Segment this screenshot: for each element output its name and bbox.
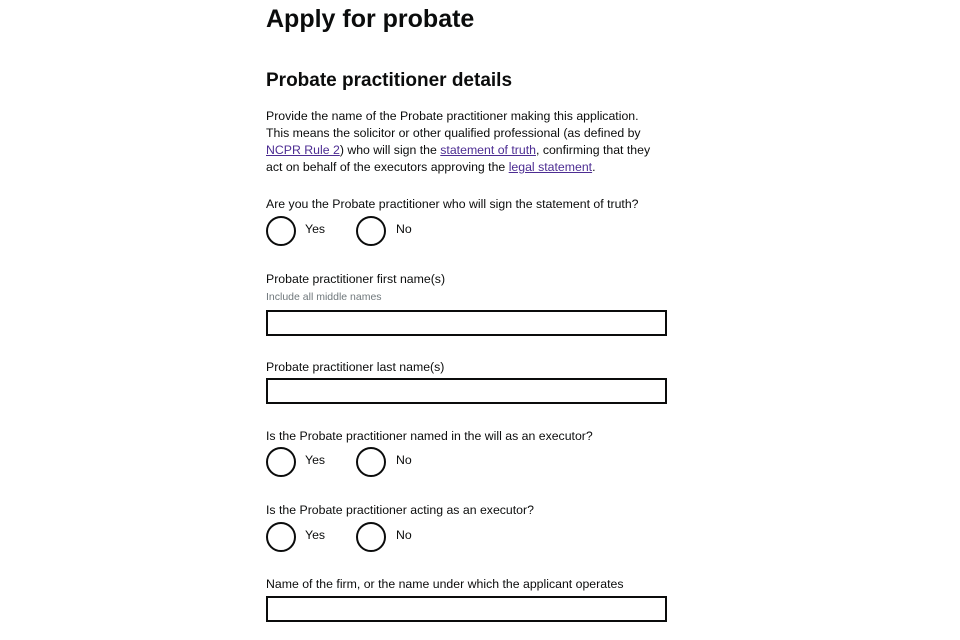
first-names-label: Probate practitioner first name(s) (266, 272, 446, 286)
acting-as-executor-yes-label[interactable]: Yes (305, 528, 326, 542)
section-title: Probate practitioner details (266, 70, 513, 91)
first-names-hint: Include all middle names (266, 291, 382, 303)
legal-statement-link[interactable]: legal statement (508, 160, 593, 174)
ncpr-rule-2-link[interactable]: NCPR Rule 2 (266, 143, 340, 157)
intro-line-1: Provide the name of the Probate practitioner making this application. (266, 109, 639, 123)
firm-name-label: Name of the firm, or the name under which the applicant operates (266, 577, 624, 591)
acting-as-executor-question: Is the Probate practitioner acting as an executor? (266, 503, 534, 517)
named-in-will-yes-radio[interactable] (266, 447, 296, 477)
last-names-label: Probate practitioner last name(s) (266, 360, 445, 374)
intro-text-b: , confirming that they (535, 143, 651, 157)
acting-as-executor-no-label[interactable]: No (396, 528, 412, 542)
is-practitioner-yes-radio[interactable] (266, 216, 296, 246)
named-in-will-no-label[interactable]: No (396, 453, 412, 467)
last-names-input[interactable] (266, 378, 667, 404)
statement-of-truth-link[interactable]: statement of truth (440, 143, 536, 157)
first-names-input[interactable] (266, 310, 667, 336)
acting-as-executor-yes-radio[interactable] (266, 522, 296, 552)
is-practitioner-no-radio[interactable] (356, 216, 386, 246)
intro-text-end: . (592, 160, 596, 174)
is-practitioner-question: Are you the Probate practitioner who will sign the statement of truth? (266, 197, 639, 211)
acting-as-executor-no-radio[interactable] (356, 522, 386, 552)
intro-text-c: act on behalf of the executors approving the (266, 160, 509, 174)
is-practitioner-no-label[interactable]: No (396, 222, 412, 236)
intro-paragraph (266, 108, 666, 176)
page-title: Apply for probate (266, 5, 475, 33)
firm-name-input[interactable] (266, 596, 667, 622)
named-in-will-question: Is the Probate practitioner named in the will as an executor? (266, 429, 593, 443)
named-in-will-no-radio[interactable] (356, 447, 386, 477)
intro-line-2: This means the solicitor or other qualified professional (as defined by (266, 126, 641, 140)
is-practitioner-yes-label[interactable]: Yes (305, 222, 326, 236)
intro-text-a: ) who will sign the (339, 143, 441, 157)
named-in-will-yes-label[interactable]: Yes (305, 453, 326, 467)
